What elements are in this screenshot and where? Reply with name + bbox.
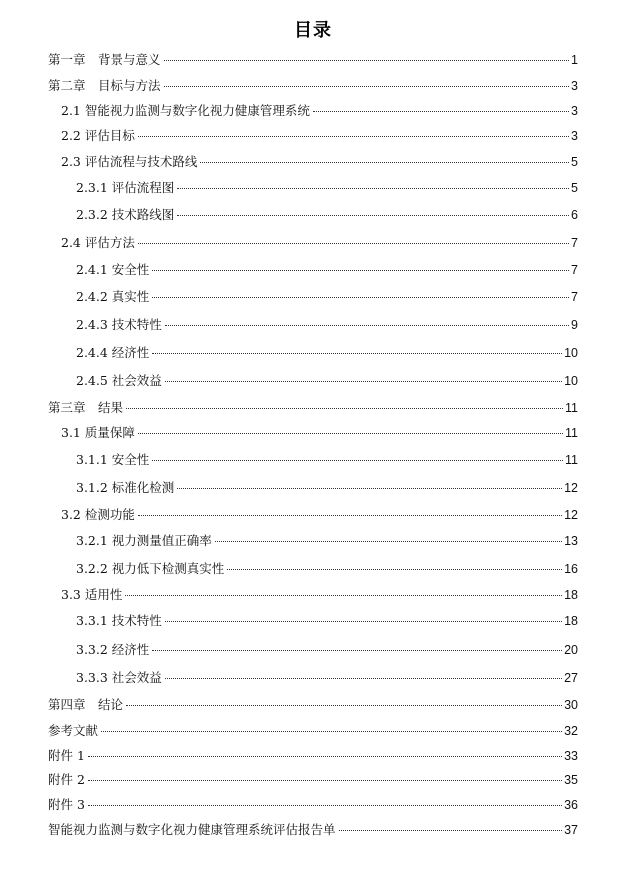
toc-entry-page-number: 20 xyxy=(564,643,578,657)
toc-entry-page-number: 33 xyxy=(564,749,578,763)
toc-dot-leader xyxy=(126,705,562,706)
toc-entry[interactable] xyxy=(76,670,578,686)
toc-entry-label: 2.3 评估流程与技术路线 xyxy=(61,154,198,169)
toc-entry-page-number: 1 xyxy=(571,53,578,67)
toc-dot-leader xyxy=(138,433,563,434)
toc-entry[interactable] xyxy=(48,78,578,94)
toc-entry-label: 附件 1 xyxy=(48,748,85,763)
toc-entry-label: 2.4.3 技术特性 xyxy=(76,317,162,332)
toc-dot-leader xyxy=(313,111,569,112)
toc-entry-page-number: 36 xyxy=(564,798,578,812)
toc-entry-label: 第三章 结果 xyxy=(48,400,124,415)
toc-dot-leader xyxy=(165,621,562,622)
toc-entry-page-number: 18 xyxy=(564,614,578,628)
toc-dot-leader xyxy=(88,805,562,806)
toc-entry-page-number: 3 xyxy=(571,79,578,93)
toc-entry-page-number: 9 xyxy=(571,318,578,332)
toc-entry[interactable] xyxy=(76,561,578,577)
toc-entry[interactable] xyxy=(48,772,578,788)
toc-entry-label: 3.3.3 社会效益 xyxy=(76,670,162,685)
toc-entry[interactable] xyxy=(76,317,578,333)
toc-entry-label: 3.1.2 标准化检测 xyxy=(76,480,175,495)
toc-dot-leader xyxy=(200,162,569,163)
toc-dot-leader xyxy=(164,86,570,87)
toc-entry-label: 3.2.1 视力测量值正确率 xyxy=(76,533,212,548)
toc-entry[interactable] xyxy=(48,52,578,68)
toc-entry-page-number: 11 xyxy=(565,401,578,415)
toc-entry-page-number: 3 xyxy=(571,129,578,143)
toc-entry[interactable] xyxy=(76,452,578,468)
toc-dot-leader xyxy=(165,325,569,326)
toc-dot-leader xyxy=(125,595,562,596)
toc-entry-page-number: 6 xyxy=(571,208,578,222)
toc-entry-page-number: 12 xyxy=(564,481,578,495)
toc-entry-label: 2.2 评估目标 xyxy=(61,128,135,143)
toc-entry-label: 第二章 目标与方法 xyxy=(48,78,161,93)
toc-entry[interactable] xyxy=(48,822,578,838)
toc-dot-leader xyxy=(227,569,562,570)
toc-entry[interactable] xyxy=(48,400,578,416)
toc-entry-label: 3.3.1 技术特性 xyxy=(76,613,162,628)
toc-entry[interactable] xyxy=(48,748,578,764)
toc-dot-leader xyxy=(165,678,562,679)
toc-entry-label: 3.3.2 经济性 xyxy=(76,642,150,657)
toc-dot-leader xyxy=(152,353,562,354)
toc-entry-page-number: 5 xyxy=(571,155,578,169)
toc-dot-leader xyxy=(215,541,562,542)
toc-dot-leader xyxy=(152,460,563,461)
toc-entry-page-number: 3 xyxy=(571,104,578,118)
toc-entry[interactable] xyxy=(61,587,578,603)
toc-dot-leader xyxy=(339,830,563,831)
toc-dot-leader xyxy=(138,136,569,137)
toc-entry[interactable] xyxy=(61,235,578,251)
toc-entry-label: 3.2 检测功能 xyxy=(61,507,135,522)
toc-dot-leader xyxy=(177,188,569,189)
toc-entry-label: 附件 2 xyxy=(48,772,85,787)
toc-entry[interactable] xyxy=(76,289,578,305)
toc-dot-leader xyxy=(88,780,562,781)
toc-entry-label: 第四章 结论 xyxy=(48,697,124,712)
toc-dot-leader xyxy=(126,408,563,409)
toc-entry-page-number: 5 xyxy=(571,181,578,195)
toc-entry[interactable] xyxy=(61,154,578,170)
toc-dot-leader xyxy=(177,488,562,489)
toc-entry-page-number: 11 xyxy=(565,453,578,467)
toc-entry[interactable] xyxy=(76,533,578,549)
toc-entry[interactable] xyxy=(76,345,578,361)
toc-entry[interactable] xyxy=(76,262,578,278)
toc-entry[interactable] xyxy=(76,480,578,496)
toc-dot-leader xyxy=(165,381,562,382)
toc-entry[interactable] xyxy=(76,180,578,196)
toc-dot-leader xyxy=(152,650,562,651)
toc-entry[interactable] xyxy=(61,425,578,441)
toc-entry-page-number: 7 xyxy=(571,290,578,304)
toc-entry-label: 2.4.1 安全性 xyxy=(76,262,150,277)
toc-entry-label: 3.1 质量保障 xyxy=(61,425,135,440)
toc-entry[interactable] xyxy=(61,507,578,523)
toc-dot-leader xyxy=(138,243,569,244)
toc-entry-label: 2.4.2 真实性 xyxy=(76,289,150,304)
toc-entry-label: 3.2.2 视力低下检测真实性 xyxy=(76,561,225,576)
toc-entry-label: 3.3 适用性 xyxy=(61,587,123,602)
toc-dot-leader xyxy=(152,297,569,298)
toc-entry[interactable] xyxy=(61,128,578,144)
toc-entry[interactable] xyxy=(76,207,578,223)
toc-entry-label: 智能视力监测与数字化视力健康管理系统评估报告单 xyxy=(48,822,336,837)
toc-dot-leader xyxy=(101,731,562,732)
toc-entry-page-number: 7 xyxy=(571,263,578,277)
toc-entry-label: 2.1 智能视力监测与数字化视力健康管理系统 xyxy=(61,103,310,118)
toc-entry[interactable] xyxy=(48,797,578,813)
toc-entry-label: 2.4 评估方法 xyxy=(61,235,135,250)
toc-entry-page-number: 11 xyxy=(565,426,578,440)
toc-dot-leader xyxy=(152,270,569,271)
toc-dot-leader xyxy=(164,60,570,61)
toc-entry-page-number: 13 xyxy=(564,534,578,548)
toc-entry-page-number: 18 xyxy=(564,588,578,602)
toc-entry-label: 2.4.5 社会效益 xyxy=(76,373,162,388)
toc-entry-page-number: 27 xyxy=(564,671,578,685)
toc-entry[interactable] xyxy=(76,642,578,658)
toc-dot-leader xyxy=(138,515,562,516)
toc-entry[interactable] xyxy=(48,723,578,739)
toc-entry-label: 2.3.1 评估流程图 xyxy=(76,180,175,195)
toc-entry-page-number: 10 xyxy=(564,346,578,360)
toc-entry-label: 3.1.1 安全性 xyxy=(76,452,150,467)
toc-entry-page-number: 16 xyxy=(564,562,578,576)
toc-entry-label: 参考文献 xyxy=(48,723,99,738)
toc-entry-label: 附件 3 xyxy=(48,797,85,812)
toc-entry-page-number: 37 xyxy=(564,823,578,837)
toc-entry-label: 第一章 背景与意义 xyxy=(48,52,161,67)
toc-entry[interactable] xyxy=(76,613,578,629)
toc-entry[interactable] xyxy=(61,103,578,119)
toc-entry-label: 2.4.4 经济性 xyxy=(76,345,150,360)
toc-entry-page-number: 7 xyxy=(571,236,578,250)
toc-entry-page-number: 32 xyxy=(564,724,578,738)
toc-entry-page-number: 10 xyxy=(564,374,578,388)
toc-entry[interactable] xyxy=(48,697,578,713)
toc-entry-page-number: 35 xyxy=(564,773,578,787)
toc-dot-leader xyxy=(177,215,569,216)
toc-title: 目录 xyxy=(294,20,332,41)
toc-entry-page-number: 30 xyxy=(564,698,578,712)
toc-dot-leader xyxy=(88,756,562,757)
toc-entry[interactable] xyxy=(76,373,578,389)
toc-entry-page-number: 12 xyxy=(564,508,578,522)
toc-entry-label: 2.3.2 技术路线图 xyxy=(76,207,175,222)
